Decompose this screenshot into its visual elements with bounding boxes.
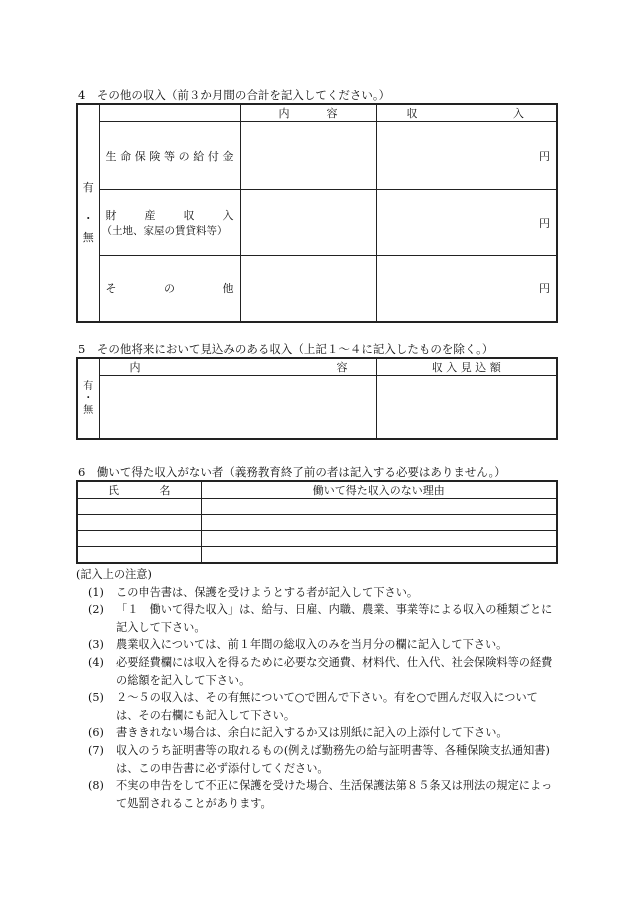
section-4-umu[interactable] (77, 104, 99, 322)
header-naiyou: 内 容 (99, 358, 376, 376)
name-input-1[interactable] (77, 499, 201, 515)
section-4-title: 4 その他の収入（前３か月間の合計を記入してください。） (78, 88, 391, 102)
yen-unit: 円 (539, 149, 550, 163)
header-blank (99, 104, 240, 122)
umu-yes: 有 (83, 380, 94, 392)
header-shimei: 氏 名 (77, 481, 201, 499)
section-5-umu[interactable] (77, 358, 99, 439)
header-reason: 働いて得た収入のない理由 (201, 481, 557, 499)
naiyou-input-1[interactable] (240, 122, 376, 190)
amount-input-1[interactable] (376, 122, 557, 190)
reason-input-1[interactable] (201, 499, 557, 515)
umu-no: 無 (82, 231, 94, 245)
note-item: (8) 不実の申告をして不正に保護を受けた場合、生活保護法第８５条又は刑法の規定によって処罰されることがあります。 (88, 779, 553, 810)
note-item: (7) 収入のうち証明書等の取れるもの(例えば勤務先の給与証明書等、各種保険支払通知書)は、この申告書に必ず添付してください。 (88, 743, 550, 775)
amount-input-2[interactable] (376, 190, 557, 256)
note-item: (3) 農業収入については、前１年間の総収入のみを当月分の欄に記入して下さい。 (88, 638, 508, 652)
note-item: (2) 「１ 働いて得た収入」は、給与、日雇、内職、農業、事業等による収入の種類ごとに記入して下さい。 (88, 603, 553, 634)
name-input-4[interactable] (77, 547, 201, 563)
reason-input-2[interactable] (201, 515, 557, 531)
row-label-sonota: そ の 他 (99, 256, 240, 322)
name-input-3[interactable] (77, 531, 201, 547)
note-item: (6) 書ききれない場合は、余白に記入するか又は別紙に記入の上添付して下さい。 (88, 726, 508, 740)
reason-input-4[interactable] (201, 547, 557, 563)
naiyou-input-3[interactable] (240, 256, 376, 322)
notes-section (78, 566, 558, 812)
row-label-seimei-hoken: 生 命 保 険 等 の 給 付 金 (99, 122, 240, 190)
section-5-table (76, 357, 558, 440)
section-5-title: 5 その他将来において見込みのある収入（上記１～４に記入したものを除く。） (78, 342, 494, 356)
umu-no: 無 (83, 404, 94, 416)
amount-input-3[interactable] (376, 256, 557, 322)
note-item: (5) ２～５の収入は、その有無について○で囲んで下さい。有を○で囲んだ収入については、その右欄にも記入して下さい。 (88, 691, 538, 722)
header-shuunyuu: 収 入 (376, 104, 557, 122)
umu-yes: 有 (82, 180, 94, 194)
row-label-zaisan: 財 産 収 入 （土地、家屋の賃貸料等） (99, 190, 240, 256)
yen-unit: 円 (539, 282, 550, 296)
naiyou-input-2[interactable] (240, 190, 376, 256)
header-naiyou: 内 容 (240, 104, 376, 122)
row-sub-zaisan: （土地、家屋の賃貸料等） (101, 225, 228, 237)
note-item: (4) 必要経費欄には収入を得るために必要な交通費、材料代、仕入代、社会保険料等の経費の総額を記入して下さい。 (88, 655, 553, 687)
header-mikomi: 収 入 見 込 額 (376, 358, 557, 376)
section-6-title: 6 働いて得た収入がない者（義務教育終了前の者は記入する必要はありません。） (78, 465, 506, 479)
umu-dot: ・ (82, 212, 94, 226)
section-6-table (76, 480, 558, 564)
future-naiyou-input[interactable] (99, 376, 376, 440)
reason-input-3[interactable] (201, 531, 557, 547)
section-4-table (76, 103, 558, 323)
notes-heading: (記入上の注意) (76, 568, 152, 581)
name-input-2[interactable] (77, 515, 201, 531)
future-amount-input[interactable] (376, 376, 557, 440)
yen-unit: 円 (539, 216, 550, 230)
note-item: (1) この申告書は、保護を受けようとする者が記入して下さい。 (88, 585, 419, 599)
umu-dot: ・ (83, 392, 94, 404)
